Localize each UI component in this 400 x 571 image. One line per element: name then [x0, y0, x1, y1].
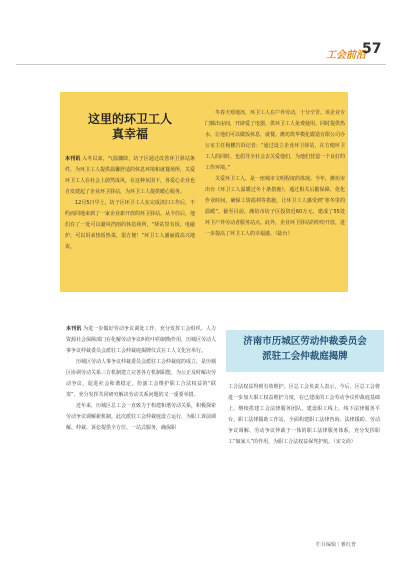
second-title-line-1: 济南市历城区劳动仲裁委员会 — [243, 336, 367, 347]
section-tag: 工会前沿 — [326, 50, 366, 61]
second-article-right-column — [228, 382, 380, 448]
feature-lead: 本刊讯 — [65, 156, 81, 162]
feature-paragraph-1 — [65, 154, 195, 198]
feature-article-title — [65, 112, 195, 142]
feature-paragraph-4 — [205, 174, 345, 240]
second-title-line-2: 派驻工会仲裁庭揭牌 — [262, 351, 348, 362]
second-paragraph-4 — [228, 382, 380, 448]
column-editor-credit: 栏目编辑｜雅红普 — [316, 542, 357, 548]
second-paragraph-4-text: 工合法权益得到有效维护。区总工会负责人表示，今后，区总工会将进一步加大职工权益维护力度，在已建成的工会劳动争议仲裁庭基础上，继续搭建工会法律服务团队，建设职工线上、线下法律服务平台，职工法律援助工作站，全面构建职工法律咨询、法律援助、劳动争议调解、劳动争议仲裁于一体的职工法律服务体系，充分发挥职工“娘家人”的作用，为职工合法权益保驾护航。 — [228, 384, 380, 445]
second-article-title — [226, 334, 384, 364]
feature-article-column-1 — [65, 108, 195, 253]
feature-paragraph-4-text: 关爱环卫工人，是一座城市文明程度的体现。今年，潍坊市出台《环卫工人温暖过冬十条措施》，通过相关后勤保障、优化作业时间，确保工资福利等措施，让环卫工人感受到“寒冬里的温暖”。截至目前，潍坊市坊子区投资近60万元，建成了55处环卫户外劳动者服务站点。此外，企业环卫驿站的纷纷开放，进一步提高了环卫工人的幸福感。 — [205, 176, 346, 237]
header-divider — [16, 64, 386, 65]
second-paragraph-2: 历城区劳动人事争议仲裁委员会派驻工会仲裁庭的成立，是历城区协调劳动关系三方机制建立完善各方机制职能，为公正及时解决劳动争议，促进社会和谐稳定，扮演工会维护职工合法权益的“联奏”，充分发挥共同研究解决劳动关系问题的又一重要举措。 — [66, 359, 217, 398]
second-signature: （宋文尚） — [333, 439, 356, 445]
feature-signature: （陆台） — [275, 231, 293, 237]
second-lead: 本刊讯 — [66, 326, 82, 332]
second-paragraph-1-text: 为进一步做好劳动争议调处工作，充分发挥工会组织、人力资源社会保障部门在化解劳动争议纠纷中的制衡作用，历城区劳动人事争议仲裁委员会派驻工会仲裁庭揭牌仪式在工人文化宫举行。 — [66, 326, 217, 354]
feature-paragraph-1-text: 入冬以来，气温骤降，坊子区通过改善环卫驿站条件，为环卫工人提供温馨舒适的休息环境和就餐场所，关爱环卫工人在社会上蔚然成风，在这种氛围下，各爱心企业也自发建起了企业环卫驿站，为环卫工人提供暖心服务。 — [65, 156, 196, 195]
feature-title-line-2: 真幸福 — [111, 127, 148, 141]
feature-title-line-1: 这里的环卫工人 — [87, 112, 172, 126]
second-article-left-column — [66, 324, 216, 434]
feature-paragraph-2: 12月5日早上，坊子区环卫工人在完成清扫工作后，不约而同地来到了一家企业新开放的环卫驿站。从今往后，他们有了一处可以避风挡雨的休息场所，“驿站里有饭、电磁炉，可以用来热饭热菜，很方便！”环卫工人潘丽霞高兴地说。 — [65, 200, 196, 250]
feature-article-column-2 — [205, 108, 345, 240]
page-number: 57 — [362, 41, 382, 57]
second-paragraph-3: 近年来，历城区总工会一直致力于构建和谐劳动关系，积极探索劳动争议调解新机制。此次派驻工会仲裁庭设立运行，为职工诉前调解、仲裁、诉讼提供全方位、一站式服务，确保职 — [66, 403, 217, 431]
second-paragraph-1 — [66, 324, 216, 357]
feature-paragraph-3: 冬春天寒地冻，环卫工人在户外劳动，十分辛苦。该企业专门腾出房间，开辟爱了电器，供环卫工人免费使用。同时提供热水，让他们可以做饭休息，就餐。潍坊凯华模化锻造有限公司办公室主任杨鹏告诉记者：“通过设立企业环卫驿站，在方便环卫工人的同时，也倡导全社会去关爱他们，为他们营造一个良好的工作环境。” — [205, 110, 346, 171]
